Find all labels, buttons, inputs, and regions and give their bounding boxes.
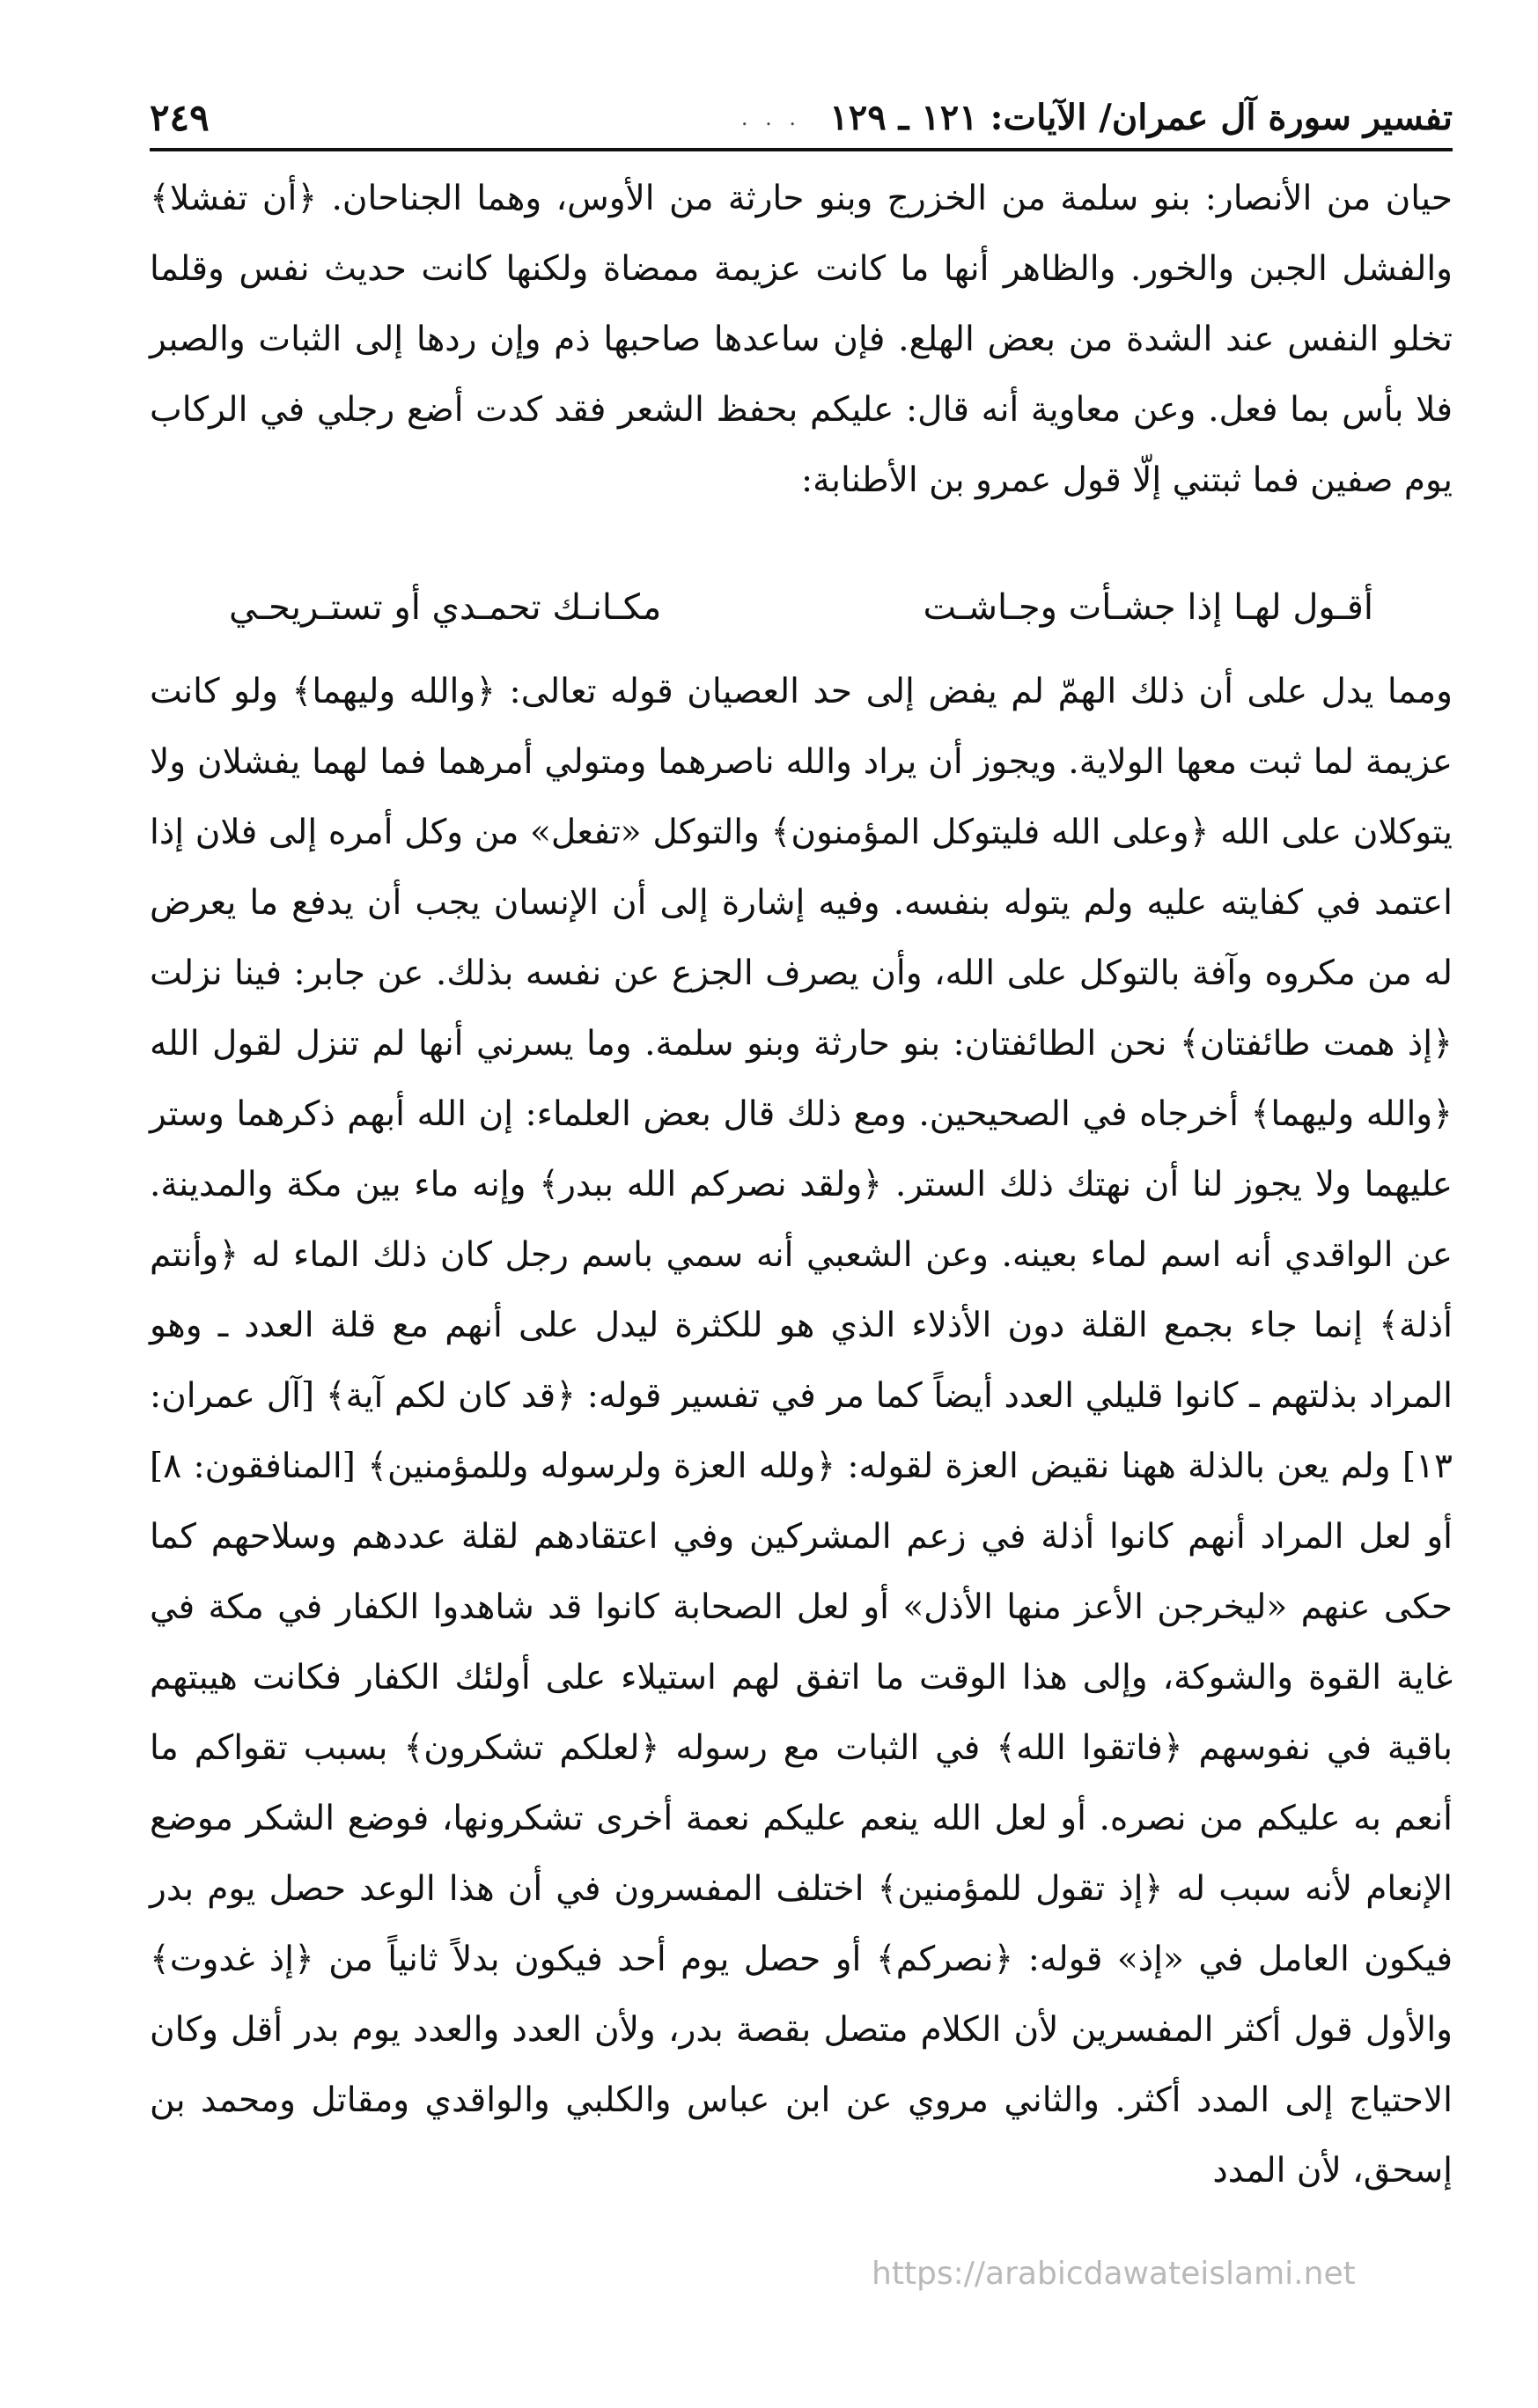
verse-first-hemistich: أقـول لهـا إذا جشـأت وجـاشـت — [923, 587, 1373, 628]
paragraph-1-text: حيان من الأنصار: بنو سلمة من الخزرج وبنو حارثة من الأوس، وهما الجناحان. ﴿أن تفشلا﴾ والفشل الجبن والخور. والظاهر أنها ما كانت عزيمة ممضاة ولكنها كانت حديث نفس وقلما تخلو النفس عند الشدة من بعض الهلع. فإن ساعدها صاحبها ذم وإن ردها إلى الثبات والصبر فلا بأس بما فعل. وعن معاوية أنه قال: عليكم بحفظ الشعر فقد كدت أضع رجلي في الركاب يوم صفين فما ثبتني إلّا قول عمرو بن الأطنابة: — [150, 179, 1453, 500]
page-number: ٢٤٩ — [150, 96, 210, 139]
paragraph-1 — [150, 164, 1453, 516]
verse-second-hemistich: مكـانـك تحمـدي أو تستـريحـي — [229, 587, 662, 628]
paragraph-2 — [150, 657, 1453, 2206]
poetry-verse — [229, 572, 1373, 643]
paragraph-2-text: ومما يدل على أن ذلك الهمّ لم يفض إلى حد العصيان قوله تعالى: ﴿والله وليهما﴾ ولو كانت عزيمة لما ثبت معها الولاية. ويجوز أن يراد والله ناصرهما ومتولي أمرهما فما لهما يفشلان ولا يتوكلان على الله ﴿وعلى الله فليتوكل المؤمنون﴾ والتوكل «تفعل» من وكل أمره إلى فلان إذا اعتمد في كفايته عليه ولم يتوله بنفسه. وفيه إشارة إلى أن الإنسان يجب أن يدفع ما يعرض له من مكروه وآفة بالتوكل على الله، وأن يصرف الجزع عن نفسه بذلك. عن جابر: فينا نزلت ﴿إذ همت طائفتان﴾ نحن الطائفتان: بنو حارثة وبنو سلمة. وما يسرني أنها لم تنزل لقول الله ﴿والله وليهما﴾ أخرجاه في الصحيحين. ومع ذلك قال بعض العلماء: إن الله أبهم ذكرهما وستر عليهما ولا يجوز لنا أن نهتك ذلك الستر. ﴿ولقد نصركم الله ببدر﴾ وإنه ماء بين مكة والمدينة. عن الواقدي أنه اسم لماء بعينه. وعن الشعبي أنه سمي باسم رجل كان ذلك الماء له ﴿وأنتم أذلة﴾ إنما جاء بجمع القلة دون الأذلاء الذي هو للكثرة ليدل على أنهم مع قلة العدد ـ وهو المراد بذلتهم ـ كانوا قليلي العدد أيضاً كما مر في تفسير قوله: ﴿قد كان لكم آية﴾ [آل عمران: ١٣] ولم يعن بالذلة ههنا نقيض العزة لقوله: ﴿ولله العزة ولرسوله وللمؤمنين﴾ [المنافقون: ٨] أو لعل المراد أنهم كانوا أذلة في زعم المشركين وفي اعتقادهم لقلة عددهم وسلاحهم كما حكى عنهم «ليخرجن الأعز منها الأذل» أو لعل الصحابة كانوا قد شاهدوا الكفار في مكة في غاية القوة والشوكة، وإلى هذا الوقت ما اتفق لهم استيلاء على أولئك الكفار فكانت هيبتهم باقية في نفوسهم ﴿فاتقوا الله﴾ في الثبات مع رسوله ﴿لعلكم تشكرون﴾ بسبب تقواكم ما أنعم به عليكم من نصره. أو لعل الله ينعم عليكم نعمة أخرى تشكرونها، فوضع الشكر موضع الإنعام لأنه سبب له ﴿إذ تقول للمؤمنين﴾ اختلف المفسرون في أن هذا الوعد حصل يوم بدر فيكون العامل في «إذ» قوله: ﴿نصركم﴾ أو حصل يوم أحد فيكون بدلاً ثانياً من ﴿إذ غدوت﴾ والأول قول أكثر المفسرين لأن الكلام متصل بقصة بدر، ولأن العدد والعدد يوم بدر أقل وكان الاحتياج إلى المدد أكثر. والثاني مروي عن ابن عباس والكلبي والواقدي ومقاتل ومحمد بن إسحق، لأن المدد — [150, 672, 1453, 2191]
header-title: تفسير سورة آل عمران/ الآيات: ١٢١ ـ ١٢٩ — [829, 97, 1453, 138]
header-dots: . . . — [740, 106, 801, 130]
running-header — [150, 92, 1453, 144]
watermark-url: https://arabicdawateislami.net — [872, 2256, 1356, 2292]
header-rule — [150, 148, 1453, 151]
